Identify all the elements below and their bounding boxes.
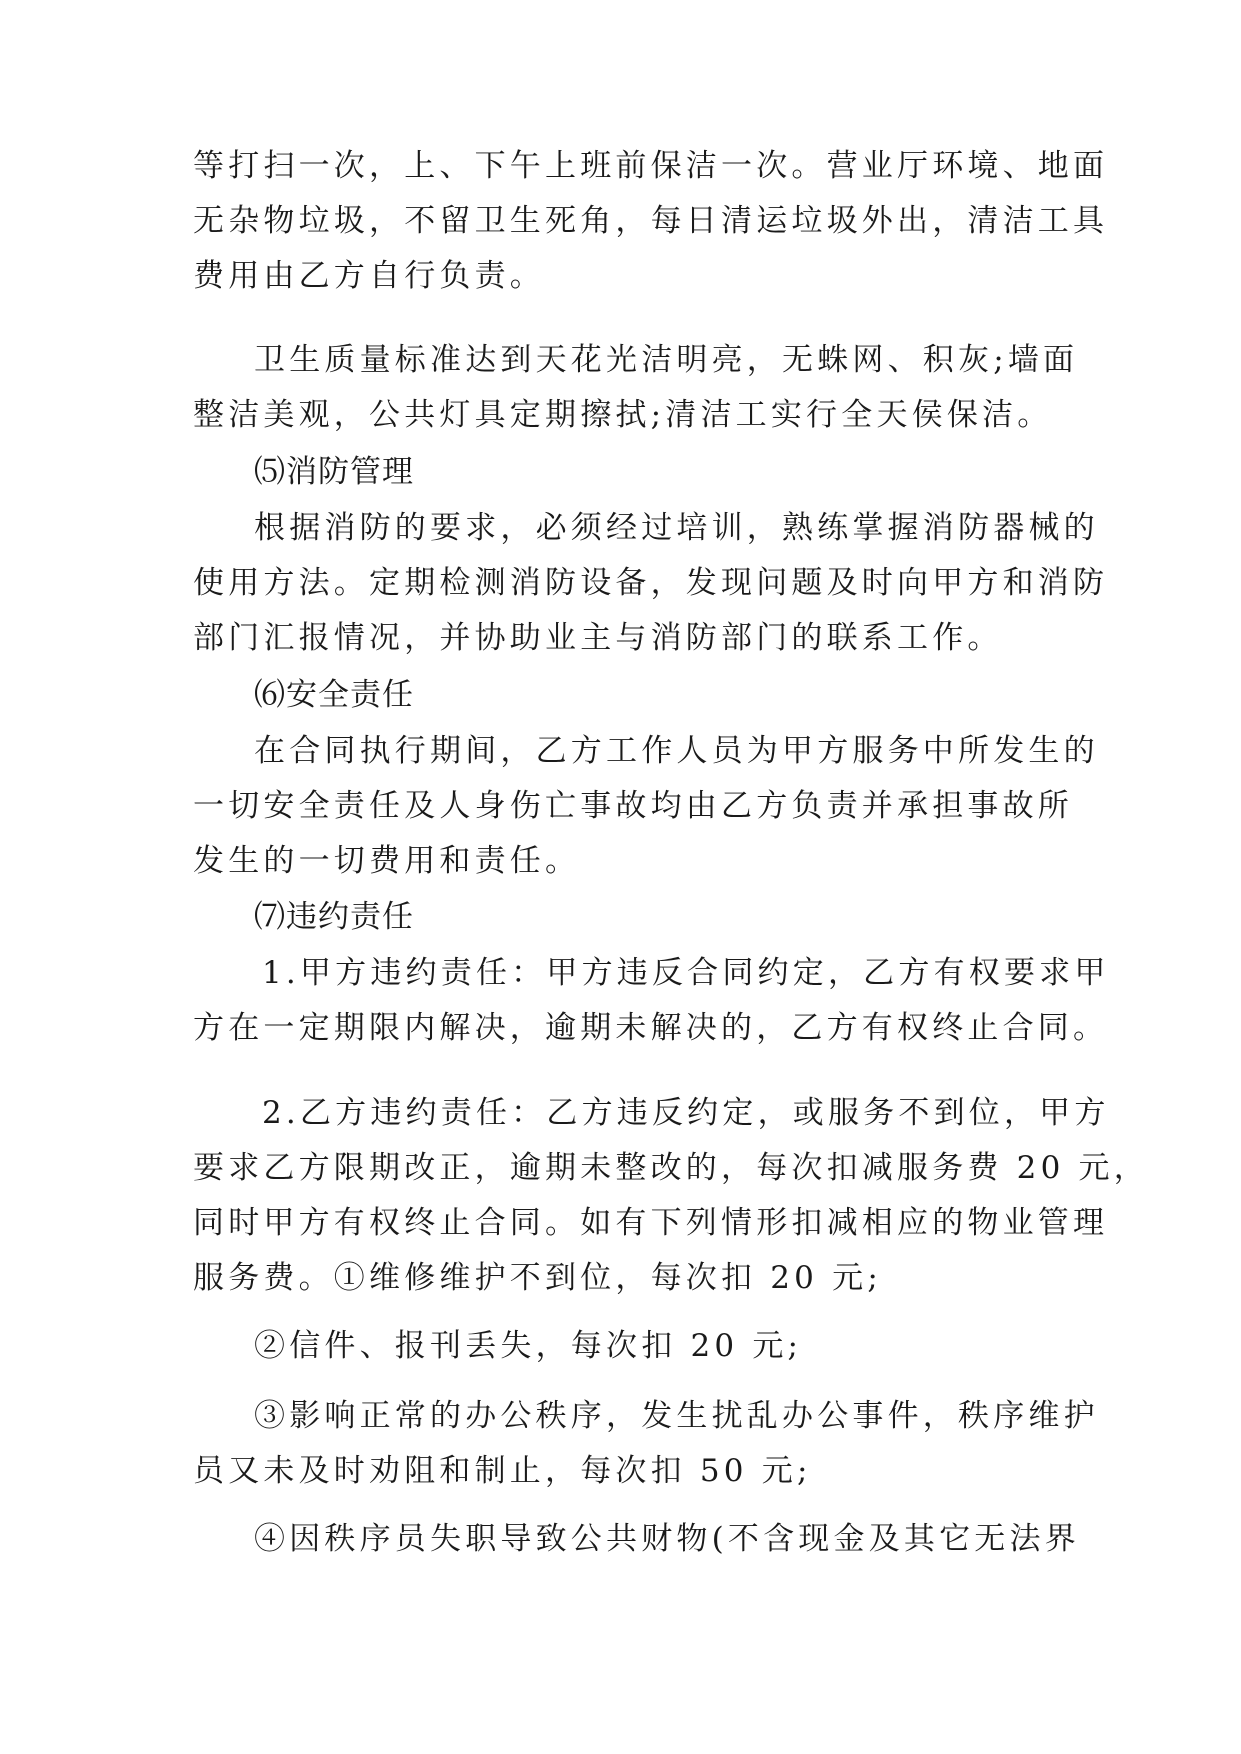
text-line: 要求乙方限期改正，逾期未整改的，每次扣减服务费 20 元，	[193, 1150, 1149, 1186]
section-heading-safety-responsibility: ⑹安全责任	[254, 677, 414, 713]
numbered-item-party-b: 2.乙方违约责任：乙方违反约定，或服务不到位，甲方	[262, 1095, 1110, 1131]
text-line: 同时甲方有权终止合同。如有下列情形扣减相应的物业管理	[193, 1205, 1109, 1241]
text-line: 无杂物垃圾，不留卫生死角，每日清运垃圾外出，清洁工具	[193, 203, 1109, 239]
section-heading-fire-management: ⑸消防管理	[254, 454, 414, 490]
text-line: 员又未及时劝阻和制止，每次扣 50 元;	[193, 1453, 812, 1489]
text-line: 部门汇报情况，并协助业主与消防部门的联系工作。	[193, 620, 1003, 656]
text-line: 一切安全责任及人身伤亡事故均由乙方负责并承担事故所	[193, 788, 1073, 824]
text-line: 方在一定期限内解决，逾期未解决的，乙方有权终止合同。	[193, 1010, 1109, 1046]
text-line: 整洁美观，公共灯具定期擦拭;清洁工实行全天侯保洁。	[193, 397, 1053, 433]
paragraph-first-line: 根据消防的要求，必须经过培训，熟练掌握消防器械的	[254, 510, 1099, 546]
text-line: 发生的一切费用和责任。	[193, 843, 581, 879]
numbered-item-party-a: 1.甲方违约责任：甲方违反合同约定，乙方有权要求甲	[262, 955, 1110, 991]
list-item-office-order: ③影响正常的办公秩序，发生扰乱办公事件，秩序维护	[254, 1398, 1099, 1434]
text-line: 费用由乙方自行负责。	[193, 258, 545, 294]
section-heading-breach-liability: ⑺违约责任	[254, 899, 414, 935]
text-line: 等打扫一次，上、下午上班前保洁一次。营业厅环境、地面	[193, 148, 1109, 184]
list-item-public-property: ④因秩序员失职导致公共财物(不含现金及其它无法界	[254, 1521, 1080, 1557]
text-line: 使用方法。定期检测消防设备，发现问题及时向甲方和消防	[193, 565, 1109, 601]
paragraph-first-line: 卫生质量标准达到天花光洁明亮，无蛛网、积灰;墙面	[254, 342, 1079, 378]
list-item-mail-loss: ②信件、报刊丢失，每次扣 20 元;	[254, 1328, 803, 1364]
paragraph-first-line: 在合同执行期间，乙方工作人员为甲方服务中所发生的	[254, 733, 1099, 769]
text-line: 服务费。①维修维护不到位，每次扣 20 元;	[193, 1260, 882, 1296]
